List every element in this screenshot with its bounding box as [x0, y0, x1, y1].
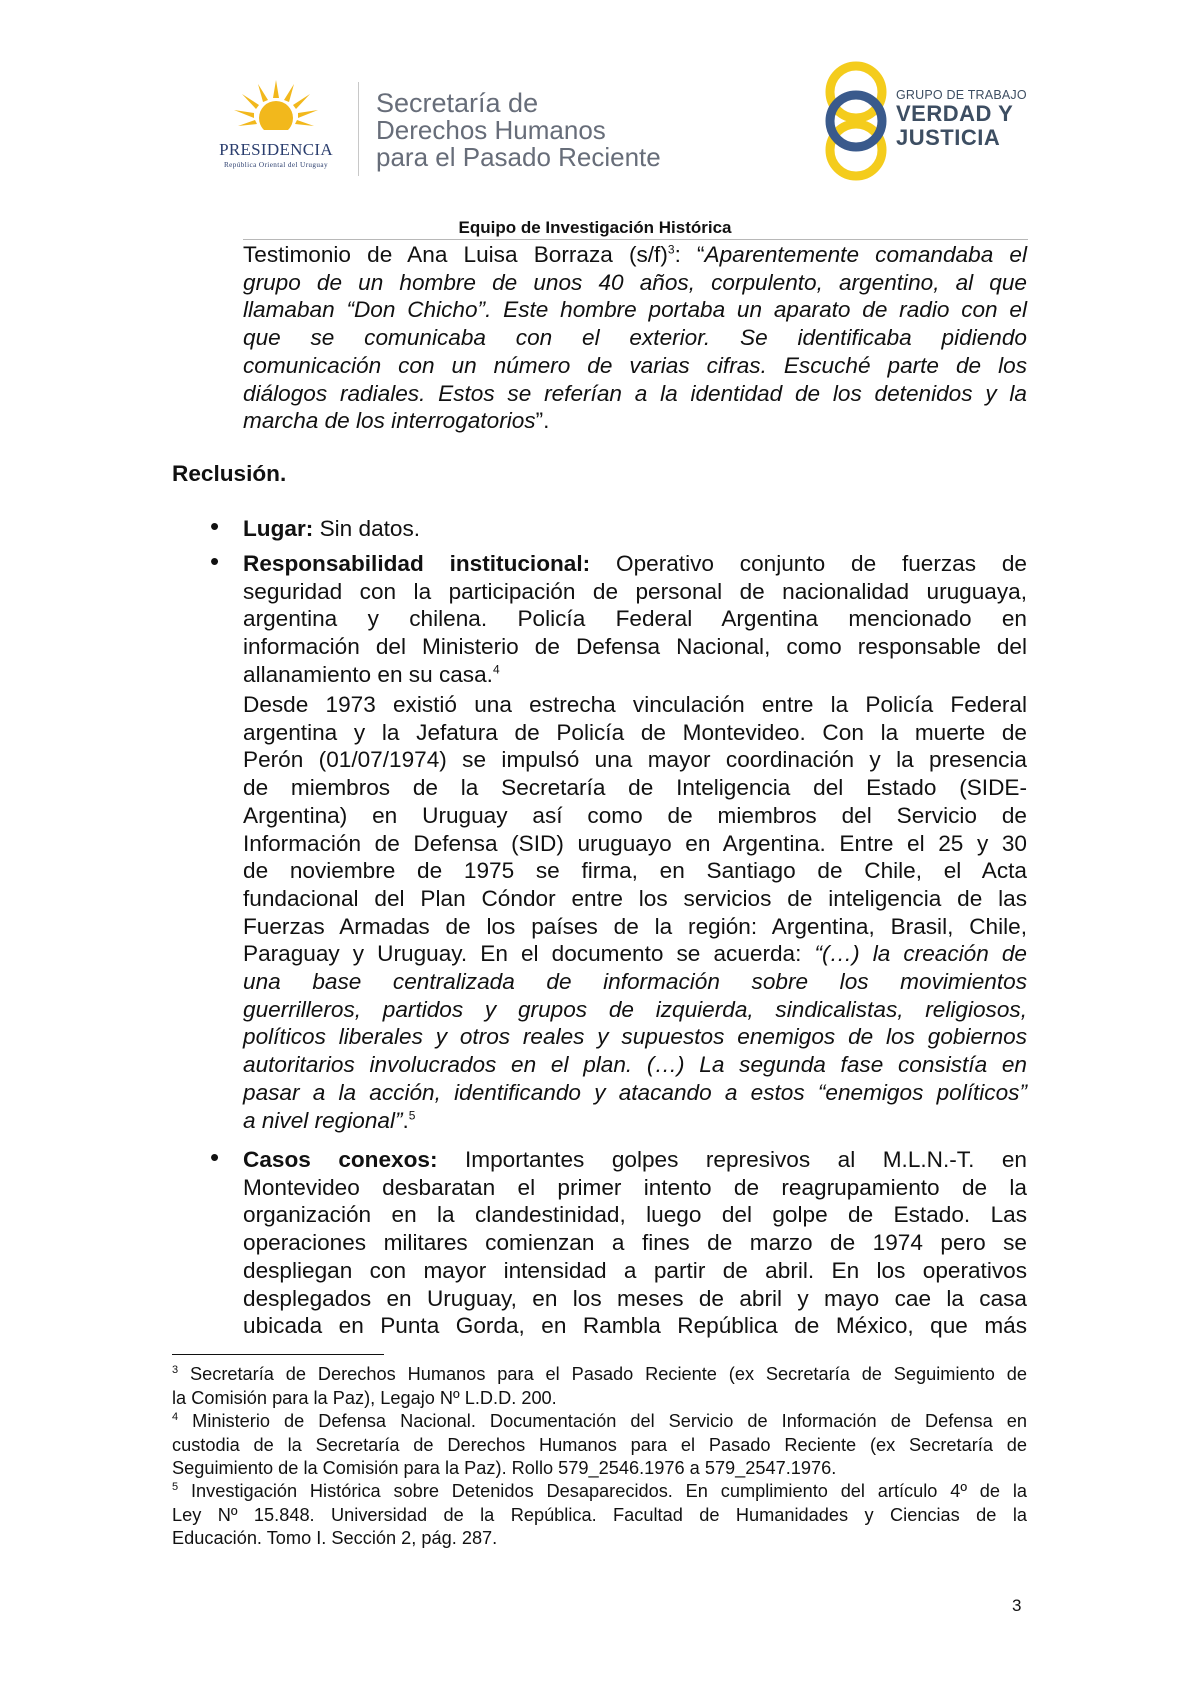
- item-line: [243, 550, 1027, 578]
- item-line: ubicada en Punta Gorda, en Rambla República de México, que más: [243, 1313, 1027, 1339]
- footnote-text: Investigación Histórica sobre Detenidos Desaparecidos. En cumplimiento del artículo 4º de la: [178, 1481, 1027, 1501]
- quote-line: [243, 241, 1027, 269]
- quote-open: : “: [674, 242, 705, 267]
- logo-divider: [358, 82, 359, 176]
- quote-line: [243, 269, 1027, 297]
- footnote-ref: 3: [667, 242, 675, 257]
- item-line: Montevideo desbaratan el primer intento de reagrupamiento de la: [243, 1174, 1027, 1200]
- footnote-ref: 4: [492, 662, 500, 677]
- paragraph-line: Argentina) en Uruguay así como de miembros del Servicio de: [243, 802, 1027, 828]
- team-title: Equipo de Investigación Histórica: [458, 218, 732, 237]
- paragraph-line: Fuerzas Armadas de los países de la región: Argentina, Brasil, Chile,: [243, 913, 1027, 939]
- footnote-line: [172, 1480, 1027, 1504]
- header-divider: [243, 239, 1028, 240]
- item-line: información del Ministerio de Defensa Nacional, como responsable del: [243, 634, 1027, 660]
- quote-line: [243, 352, 1027, 380]
- secretaria-logo-text: [376, 90, 661, 171]
- footnote-4: [172, 1410, 1027, 1481]
- presidencia-name: PRESIDENCIA: [219, 140, 333, 159]
- paragraph-text: Paraguay y Uruguay. En el documento se acuerda:: [243, 941, 815, 967]
- paragraph-text: .: [402, 1107, 409, 1133]
- quote-line: [243, 324, 1027, 352]
- item-label: Casos conexos:: [243, 1147, 438, 1172]
- footnote-5: [172, 1480, 1027, 1551]
- bullet-icon: •: [210, 1142, 220, 1172]
- footnote-line: Ley Nº 15.848. Universidad de la República. Facultad de Humanidades y Ciencias de la: [172, 1504, 1027, 1525]
- quote-text: pasar a la acción, identificando y atacando a estos “enemigos políticos”: [243, 1079, 1027, 1105]
- testimony-quote: [243, 241, 1027, 435]
- item-label: Lugar:: [243, 516, 314, 541]
- footnote-line: Seguimiento de la Comisión para la Paz). Rollo 579_2546.1976 a 579_2547.1976.: [172, 1458, 837, 1478]
- footnote-divider: [172, 1354, 384, 1355]
- paragraph-line: [243, 1079, 1027, 1107]
- item-line: seguridad con la participación de personal de nacionalidad uruguaya,: [243, 578, 1027, 604]
- paragraph-line: [243, 1051, 1027, 1079]
- context-paragraph: [243, 691, 1027, 1134]
- quote-text: diálogos radiales. Estos se referían a la identidad de los detenidos y la: [243, 380, 1027, 406]
- quote-text: que se comunicaba con el exterior. Se identificaba pidiendo: [243, 325, 1027, 351]
- quote-text: autoritarios involucrados en el plan. (…) La segunda fase consistía en: [243, 1052, 1027, 1078]
- justicia-label: JUSTICIA: [896, 125, 1001, 150]
- quote-line: [243, 407, 1027, 435]
- quote-text: “(…) la creación de: [814, 941, 1027, 967]
- rings-emblem-icon: [822, 56, 894, 186]
- footnote-number: 5: [172, 1480, 179, 1493]
- item-line: desplegados en Uruguay, en los meses de abril y mayo cae la casa: [243, 1285, 1027, 1311]
- paragraph-line: Desde 1973 existió una estrecha vinculación entre la Policía Federal: [243, 692, 1027, 717]
- footnote-number: 4: [172, 1410, 179, 1423]
- item-line: organización en la clandestinidad, luego del golpe de Estado. Las: [243, 1202, 1027, 1228]
- footnote-number: 3: [172, 1363, 179, 1376]
- quote-text: Aparentemente comandaba el: [704, 242, 1027, 267]
- grupo-trabajo-label: GRUPO DE TRABAJO: [896, 88, 1027, 102]
- footnote-line: [172, 1363, 1027, 1387]
- paragraph-line: [243, 968, 1027, 996]
- footnote-text: Secretaría de Derechos Humanos para el Pasado Reciente (ex Secretaría de Seguimiento de: [178, 1364, 1027, 1384]
- bullet-icon: •: [210, 511, 220, 541]
- bullet-icon: •: [210, 546, 220, 576]
- page-number: 3: [1012, 1596, 1022, 1615]
- secretaria-line-2: Derechos Humanos: [376, 115, 606, 145]
- paragraph-line: [243, 940, 1027, 968]
- item-text: Importantes golpes represivos al M.L.N.-T. en: [437, 1147, 1027, 1172]
- quote-text: políticos liberales y otros reales y supuestos enemigos de los gobiernos: [243, 1024, 1027, 1050]
- item-value: Sin datos.: [313, 516, 421, 541]
- paragraph-line: Información de Defensa (SID) uruguayo en Argentina. Entre el 25 y 30: [243, 830, 1027, 856]
- footnote-ref: 5: [408, 1108, 416, 1123]
- paragraph-line: [243, 1107, 1027, 1135]
- quote-close: ”.: [535, 408, 550, 434]
- item-line: [243, 1146, 1027, 1174]
- quote-text: una base centralizada de información sobre los movimientos: [243, 969, 1027, 995]
- quote-lead: Testimonio de Ana Luisa Borraza (s/f): [243, 242, 668, 267]
- paragraph-line: fundacional del Plan Cóndor entre los servicios de inteligencia de las: [243, 885, 1027, 911]
- paragraph-line: de miembros de la Secretaría de Inteligencia del Estado (SIDE-: [243, 775, 1027, 801]
- item-label: Responsabilidad institucional:: [243, 551, 591, 576]
- paragraph-line: Perón (01/07/1974) se impulsó una mayor coordinación y la presencia: [243, 747, 1027, 773]
- item-line: operaciones militares comienzan a fines de marzo de 1974 pero se: [243, 1230, 1027, 1256]
- footnote-line: la Comisión para la Paz), Legajo Nº L.D.D. 200.: [172, 1387, 557, 1408]
- paragraph-line: de noviembre de 1975 se firma, en Santiago de Chile, el Acta: [243, 858, 1027, 884]
- footnote-text: Ministerio de Defensa Nacional. Documentación del Servicio de Información de Defensa en: [178, 1411, 1027, 1431]
- section-title: Reclusión.: [172, 461, 287, 486]
- quote-text: llamaban “Don Chicho”. Este hombre portaba un aparato de radio con el: [243, 297, 1027, 323]
- verdad-label: VERDAD Y: [896, 101, 1014, 126]
- footnote-3: [172, 1363, 1027, 1410]
- quote-text: comunicación con un número de varias cifras. Escuché parte de los: [243, 352, 1027, 378]
- quote-line: [243, 380, 1027, 408]
- casos-conexos-item: [243, 1146, 1027, 1340]
- quote-text: grupo de un hombre de unos 40 años, corpulento, argentino, al que: [243, 269, 1027, 295]
- item-line: argentina y chilena. Policía Federal Argentina mencionado en: [243, 606, 1027, 632]
- paragraph-line: [243, 996, 1027, 1024]
- quote-text: guerrilleros, partidos y grupos de izquierda, sindicalistas, religiosos,: [243, 996, 1027, 1022]
- responsabilidad-item: [243, 550, 1027, 689]
- footnote-line: Educación. Tomo I. Sección 2, pág. 287.: [172, 1528, 498, 1548]
- paragraph-line: argentina y la Jefatura de Policía de Montevideo. Con la muerte de: [243, 719, 1027, 745]
- presidencia-subtitle: República Oriental del Uruguay: [223, 161, 328, 169]
- secretaria-line-1: Secretaría de: [376, 88, 539, 118]
- item-line: despliegan con mayor intensidad a partir de abril. En los operativos: [243, 1257, 1027, 1283]
- item-text: Operativo conjunto de fuerzas de: [590, 551, 1027, 576]
- presidencia-logo: [196, 78, 356, 180]
- sun-emblem-icon: [230, 78, 322, 140]
- lugar-item: [243, 515, 1027, 543]
- item-line: [243, 515, 1027, 543]
- footnote-line: custodia de la Secretaría de Derechos Humanos para el Pasado Reciente (ex Secretaría de: [172, 1434, 1027, 1455]
- quote-line: [243, 296, 1027, 324]
- paragraph-line: [243, 1023, 1027, 1051]
- item-line: [243, 661, 1027, 689]
- quote-text: marcha de los interrogatorios: [243, 408, 536, 434]
- grupo-trabajo-logo: [822, 56, 1032, 186]
- item-text: allanamiento en su casa.: [243, 661, 493, 687]
- secretaria-line-3: para el Pasado Reciente: [376, 142, 661, 172]
- quote-text: a nivel regional”: [243, 1107, 403, 1133]
- footnote-line: [172, 1410, 1027, 1434]
